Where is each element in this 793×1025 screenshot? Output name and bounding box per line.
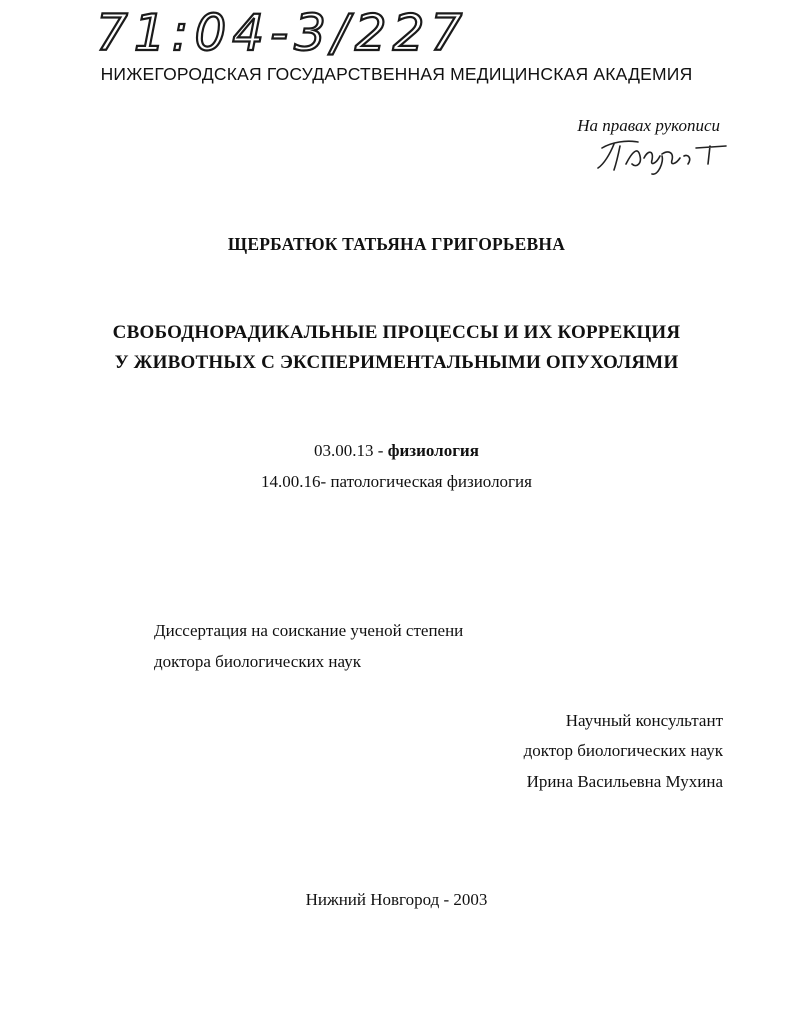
manuscript-note: На правах рукописи (577, 116, 720, 135)
author-name: ЩЕРБАТЮК ТАТЬЯНА ГРИГОРЬЕВНА (227, 234, 566, 254)
institution-name: НИЖЕГОРОДСКАЯ ГОСУДАРСТВЕННАЯ МЕДИЦИНСКАЯ АКАДЕМИЯ (100, 64, 693, 84)
specialty-primary-code: 03.00.13 - (314, 441, 384, 460)
archive-code-text: 71:04-3/227 (96, 4, 469, 62)
dissertation-title-line-2: У ЖИВОТНЫХ С ЭКСПЕРИМЕНТАЛЬНЫМИ ОПУХОЛЯМИ (114, 352, 679, 373)
consultant-label: Научный консультант (565, 711, 723, 730)
dissertation-degree-line-1: Диссертация на соискание ученой степени (154, 621, 464, 640)
consultant-degree: доктор биологических наук (523, 741, 723, 760)
city-year: Нижний Новгород - 2003 (305, 890, 488, 909)
specialty-secondary: 14.00.16- патологическая физиология (261, 472, 532, 491)
handwritten-archive-code (92, 0, 469, 64)
dissertation-title-line-1: СВОБОДНОРАДИКАЛЬНЫЕ ПРОЦЕССЫ И ИХ КОРРЕКЦИЯ (112, 322, 681, 343)
specialty-primary-name: физиология (387, 441, 479, 460)
consultant-name: Ирина Васильевна Мухина (526, 772, 723, 791)
signature (592, 134, 730, 178)
specialty-primary (0, 441, 793, 461)
dissertation-degree-line-2: доктора биологических наук (154, 652, 361, 671)
